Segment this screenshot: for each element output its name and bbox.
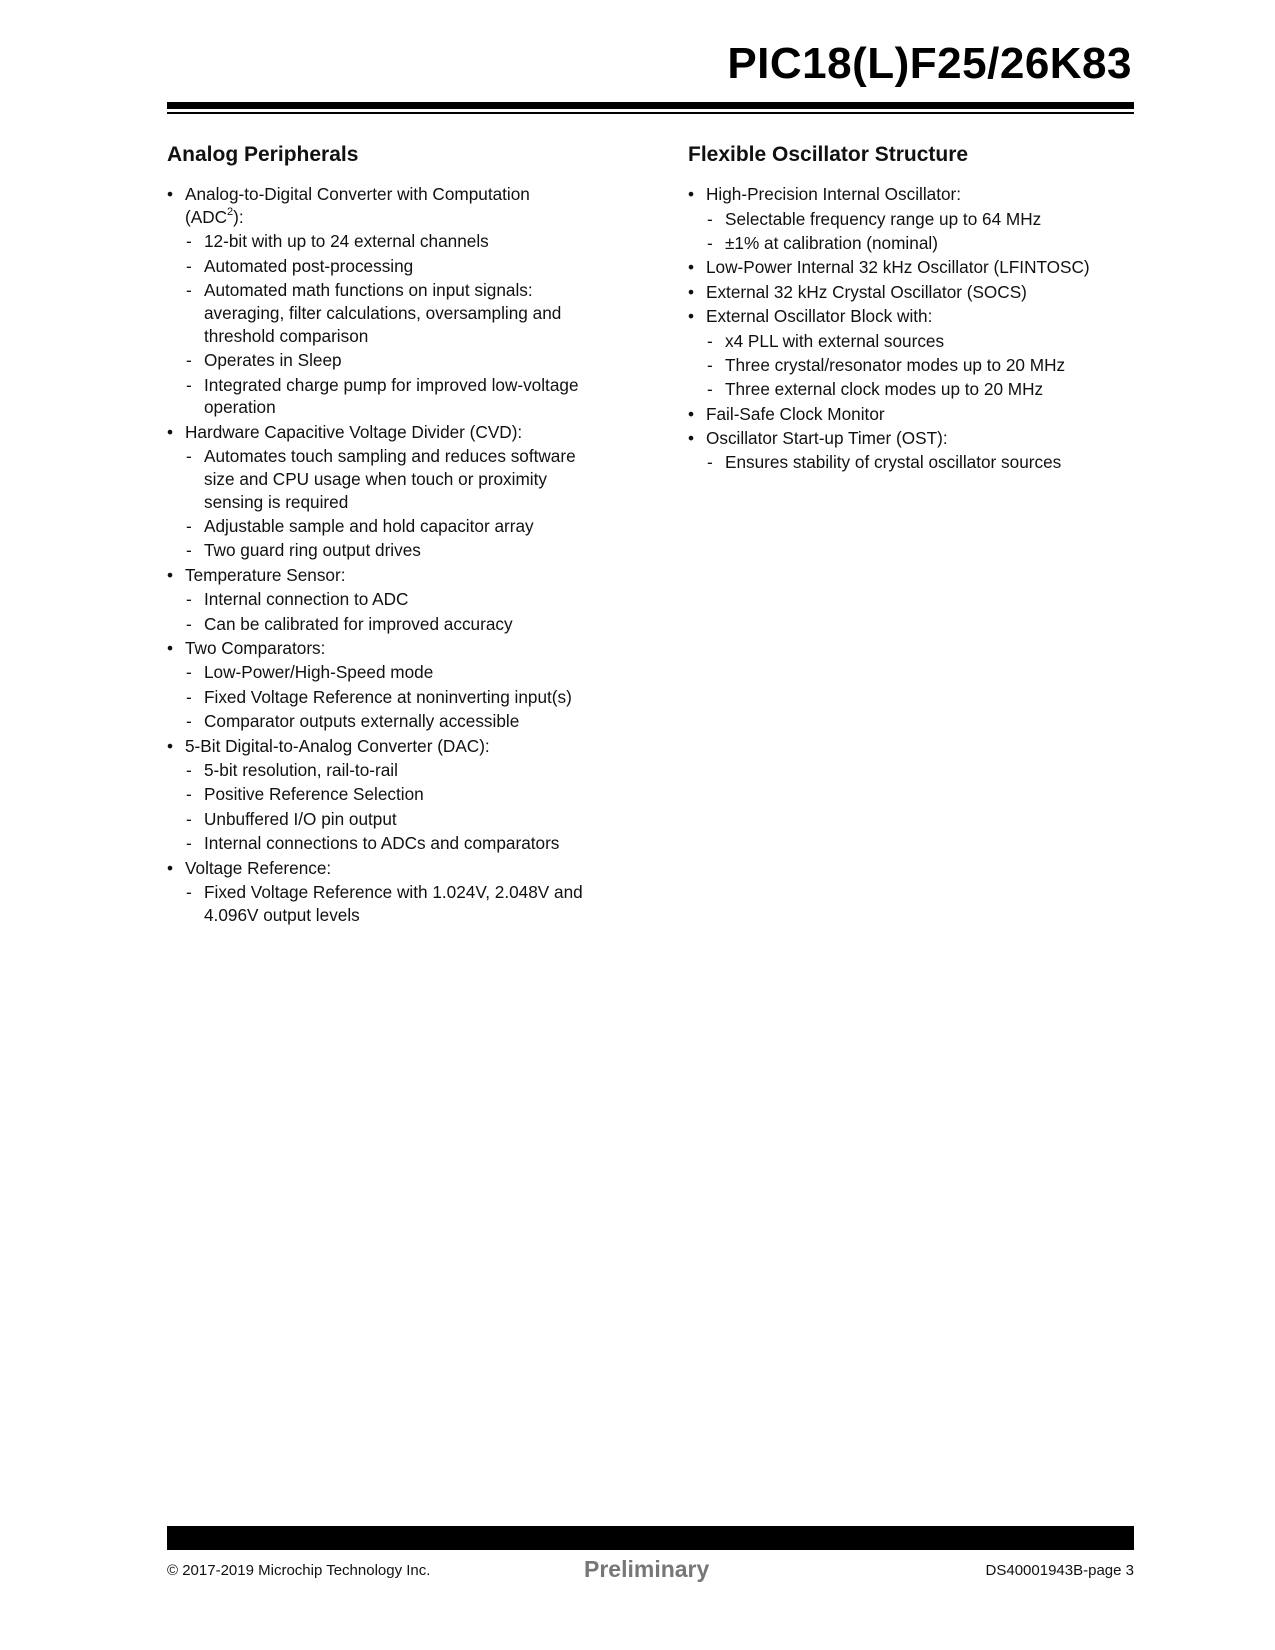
sub-item: - Automates touch sampling and reduces software size and CPU usage when touch or proximity sensing is required (185, 445, 587, 513)
item-label: Oscillator Start-up Timer (OST): (706, 428, 948, 449)
sub-item: - Operates in Sleep (185, 349, 587, 372)
list-item (688, 427, 1108, 474)
sub-item: - Low-Power/High-Speed mode (185, 661, 587, 684)
list-item (688, 305, 1108, 401)
item-label: High-Precision Internal Oscillator: (706, 184, 962, 205)
sub-list (185, 881, 587, 927)
sub-item: - Ensures stability of crystal oscillator sources (706, 451, 1108, 474)
list-item (167, 637, 587, 733)
section-heading: Flexible Oscillator Structure (688, 143, 969, 166)
sub-item: - Automated math functions on input signals: averaging, filter calculations, oversampling and threshold comparison (185, 279, 587, 347)
item-label: External Oscillator Block with: (706, 306, 933, 327)
item-label: Two Comparators: (185, 638, 326, 659)
footer-bar (167, 1526, 1134, 1550)
header-rule-thin (167, 112, 1134, 114)
section-heading: Analog Peripherals (167, 143, 359, 166)
sub-item: - Adjustable sample and hold capacitor array (185, 515, 587, 538)
item-label: 5-Bit Digital-to-Analog Converter (DAC): (185, 735, 490, 756)
list-item (167, 857, 587, 927)
sub-list (706, 451, 1108, 474)
header-rule-thick (167, 102, 1134, 109)
item-label-end: ): (233, 206, 244, 227)
sub-item: - Fixed Voltage Reference with 1.024V, 2.048V and 4.096V output levels (185, 881, 587, 927)
analog-peripherals-section (167, 142, 587, 928)
sub-item: - Can be calibrated for improved accuracy (185, 613, 587, 636)
sub-item: - ±1% at calibration (nominal) (706, 232, 1108, 255)
sub-item: - Internal connections to ADCs and comparators (185, 832, 587, 855)
sub-list (706, 208, 1108, 255)
sub-item: - Internal connection to ADC (185, 588, 587, 611)
sub-list (185, 588, 587, 635)
sub-item: - x4 PLL with external sources (706, 330, 1108, 353)
sub-item: - Positive Reference Selection (185, 783, 587, 806)
status-label: Preliminary (584, 1556, 710, 1582)
feature-list (688, 183, 1108, 474)
item-label: Voltage Reference: (185, 857, 332, 878)
list-item: • Fail-Safe Clock Monitor (688, 403, 1108, 426)
sub-list (706, 330, 1108, 402)
list-item (167, 183, 587, 419)
item-label: Hardware Capacitive Voltage Divider (CVD): (185, 421, 523, 442)
item-label: Analog-to-Digital Converter with Computation (ADC (185, 184, 530, 227)
document-title: PIC18(L)F25/26K83 (727, 39, 1132, 88)
sub-item: - Integrated charge pump for improved low-voltage operation (185, 374, 587, 420)
sub-item: - Fixed Voltage Reference at noninverting input(s) (185, 686, 587, 709)
sub-item: - 5-bit resolution, rail-to-rail (185, 759, 587, 782)
list-item: • Low-Power Internal 32 kHz Oscillator (LFINTOSC) (688, 256, 1108, 279)
list-item (167, 564, 587, 636)
sub-item: - Two guard ring output drives (185, 539, 587, 562)
list-item (167, 421, 587, 563)
superscript: 2 (227, 205, 234, 218)
list-item (688, 183, 1108, 255)
sub-list (185, 445, 587, 562)
sub-item: - 12-bit with up to 24 external channels (185, 230, 587, 253)
sub-item: - Selectable frequency range up to 64 MHz (706, 208, 1108, 231)
list-item (167, 735, 587, 855)
oscillator-structure-section (688, 142, 1108, 476)
sub-list (185, 759, 587, 855)
sub-item: - Unbuffered I/O pin output (185, 808, 587, 831)
sub-item: - Automated post-processing (185, 255, 587, 278)
sub-item: - Three external clock modes up to 20 MHz (706, 378, 1108, 401)
sub-item: - Comparator outputs externally accessible (185, 710, 587, 733)
copyright-text: © 2017-2019 Microchip Technology Inc. (167, 1562, 431, 1579)
page-reference: DS40001943B-page 3 (985, 1562, 1134, 1579)
feature-list (167, 183, 587, 926)
sub-list (185, 230, 587, 419)
list-item: • External 32 kHz Crystal Oscillator (SOCS) (688, 281, 1108, 304)
sub-item: - Three crystal/resonator modes up to 20 MHz (706, 354, 1108, 377)
item-label: Temperature Sensor: (185, 564, 346, 585)
sub-list (185, 661, 587, 733)
